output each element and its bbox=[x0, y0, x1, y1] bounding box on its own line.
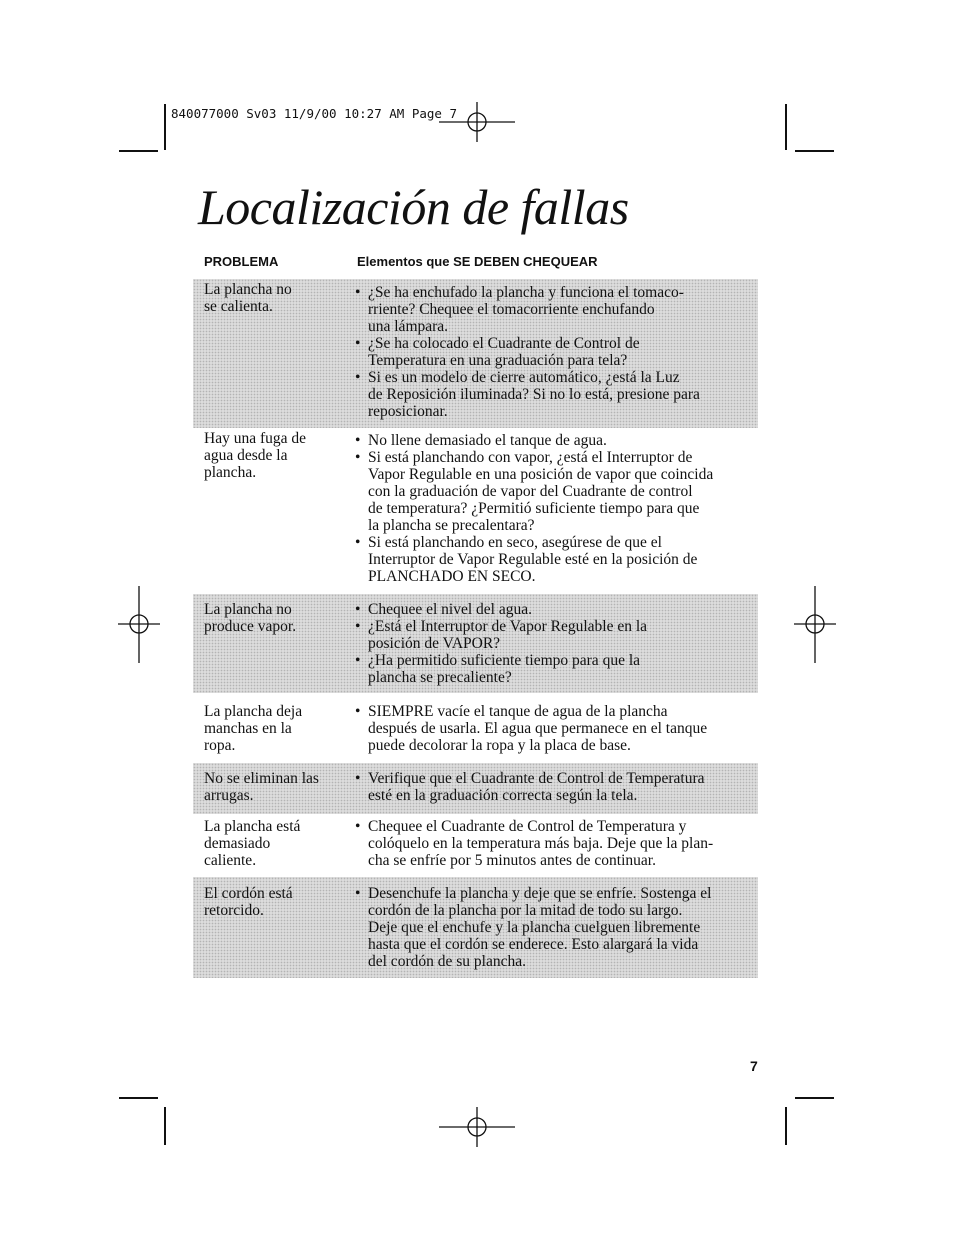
check-text-line: colóquelo en la temperatura más baja. Deje que la plan- bbox=[368, 835, 714, 852]
table-row bbox=[193, 279, 758, 428]
problem-cell bbox=[204, 818, 334, 869]
problem-text-line: arrugas. bbox=[204, 787, 254, 804]
problem-cell bbox=[204, 885, 334, 919]
problem-text-line: agua desde la bbox=[204, 447, 288, 464]
check-item bbox=[355, 369, 745, 420]
checks-list bbox=[355, 601, 745, 686]
problem-cell bbox=[204, 430, 334, 481]
checks-list bbox=[355, 818, 745, 869]
check-text-line: con la graduación de vapor del Cuadrante de control bbox=[368, 483, 693, 500]
check-text-line: • SIEMPRE vacíe el tanque de agua de la plancha bbox=[368, 703, 668, 720]
check-item bbox=[355, 885, 745, 970]
problem-text-line: manchas en la bbox=[204, 720, 292, 737]
check-text-line: • Si está planchando con vapor, ¿está el Interruptor de bbox=[368, 449, 693, 466]
registration-mark-bottom bbox=[439, 1106, 517, 1148]
check-text-line: • Chequee el Cuadrante de Control de Temperatura y bbox=[368, 818, 687, 835]
check-text-line: rriente? Chequee el tomacorriente enchufando bbox=[368, 301, 655, 318]
check-item bbox=[355, 449, 745, 534]
table-row bbox=[193, 817, 758, 873]
table-row bbox=[193, 594, 758, 693]
problem-text-line: Hay una fuga de bbox=[204, 430, 306, 447]
problem-cell bbox=[204, 770, 334, 804]
print-header: 840077000 Sv03 11/9/00 10:27 AM Page 7 bbox=[171, 106, 457, 121]
check-text-line: • Desenchufe la plancha y deje que se enfríe. Sostenga el bbox=[368, 885, 712, 902]
problem-text-line: La plancha deja bbox=[204, 703, 303, 720]
check-text-line: • ¿Se ha enchufado la plancha y funciona el tomaco- bbox=[368, 284, 684, 301]
column-heading-checks: Elementos que SE DEBEN CHEQUEAR bbox=[357, 254, 598, 269]
checks-list bbox=[355, 703, 745, 754]
checks-list bbox=[355, 885, 745, 970]
check-text-line: PLANCHADO EN SECO. bbox=[368, 568, 536, 585]
page-number: 7 bbox=[750, 1058, 758, 1074]
problem-text-line: caliente. bbox=[204, 852, 257, 869]
check-text-line: • ¿Se ha colocado el Cuadrante de Control de bbox=[368, 335, 640, 352]
check-text-line: Vapor Regulable en una posición de vapor que coincida bbox=[368, 466, 714, 483]
check-text-line: • ¿Ha permitido suficiente tiempo para que la bbox=[368, 652, 641, 669]
problem-text-line: El cordón está bbox=[204, 885, 293, 902]
check-text-line: • ¿Está el Interruptor de Vapor Regulable en la bbox=[368, 618, 648, 635]
check-item bbox=[355, 618, 745, 652]
table-row bbox=[193, 702, 758, 758]
check-text-line: • Chequee el nivel del agua. bbox=[368, 601, 532, 618]
check-text-line: del cordón de su plancha. bbox=[368, 953, 526, 970]
registration-mark-right bbox=[793, 586, 837, 664]
check-text-line: cordón de la plancha por la mitad de todo su largo. bbox=[368, 902, 683, 919]
problem-text-line: La plancha está bbox=[204, 818, 301, 835]
check-text-line: puede decolorar la ropa y la placa de base. bbox=[368, 737, 631, 754]
registration-mark-left bbox=[117, 586, 161, 664]
problem-text-line: No se eliminan las bbox=[204, 770, 319, 787]
check-text-line: posición de VAPOR? bbox=[368, 635, 501, 652]
check-item bbox=[355, 284, 745, 335]
crop-mark-top-right-vertical bbox=[785, 104, 787, 150]
check-item bbox=[355, 432, 745, 449]
crop-mark-bottom-left-vertical bbox=[164, 1107, 166, 1145]
checks-list bbox=[355, 284, 745, 420]
check-item bbox=[355, 818, 745, 869]
check-item bbox=[355, 652, 745, 686]
check-text-line: Temperatura en una graduación para tela? bbox=[368, 352, 628, 369]
table-row bbox=[193, 430, 758, 590]
problem-text-line: retorcido. bbox=[204, 902, 264, 919]
check-text-line: Deje que el enchufe y la plancha cuelguen libremente bbox=[368, 919, 701, 936]
crop-mark-bottom-right-horizontal bbox=[795, 1097, 834, 1099]
check-item bbox=[355, 770, 745, 804]
check-text-line: • Si es un modelo de cierre automático, ¿está la Luz bbox=[368, 369, 680, 386]
crop-mark-bottom-left-horizontal bbox=[119, 1097, 158, 1099]
checks-list bbox=[355, 770, 745, 804]
check-text-line: después de usarla. El agua que permanece en el tanque bbox=[368, 720, 708, 737]
check-text-line: de Reposición iluminada? Si no lo está, presione para bbox=[368, 386, 700, 403]
check-text-line: plancha se precaliente? bbox=[368, 669, 512, 686]
table-row bbox=[193, 877, 758, 978]
problem-text-line: ropa. bbox=[204, 737, 236, 754]
problem-text-line: La plancha no bbox=[204, 281, 292, 298]
check-item bbox=[355, 601, 745, 618]
check-item bbox=[355, 335, 745, 369]
check-text-line: • Si está planchando en seco, asegúrese de que el bbox=[368, 534, 662, 551]
checks-list bbox=[355, 432, 745, 585]
problem-text-line: La plancha no bbox=[204, 601, 292, 618]
check-text-line: • No llene demasiado el tanque de agua. bbox=[368, 432, 607, 449]
check-text-line: una lámpara. bbox=[368, 318, 449, 335]
check-text-line: la plancha se precalentara? bbox=[368, 517, 535, 534]
check-text-line: Interruptor de Vapor Regulable esté en la posición de bbox=[368, 551, 698, 568]
column-heading-problem: PROBLEMA bbox=[204, 254, 279, 269]
check-text-line: de temperatura? ¿Permitió suficiente tiempo para que bbox=[368, 500, 700, 517]
problem-text-line: se calienta. bbox=[204, 298, 273, 315]
crop-mark-top-left-vertical bbox=[164, 104, 166, 150]
check-text-line: cha se enfríe por 5 minutos antes de continuar. bbox=[368, 852, 656, 869]
crop-mark-bottom-right-vertical bbox=[785, 1107, 787, 1145]
registration-mark-top bbox=[439, 101, 517, 143]
problem-cell bbox=[204, 703, 334, 754]
crop-mark-top-right-horizontal bbox=[795, 150, 834, 152]
problem-text-line: produce vapor. bbox=[204, 618, 297, 635]
page-title: Localización de fallas bbox=[198, 179, 629, 235]
problem-text-line: demasiado bbox=[204, 835, 271, 852]
crop-mark-top-left-horizontal bbox=[119, 150, 158, 152]
problem-text-line: plancha. bbox=[204, 464, 257, 481]
check-text-line: • Verifique que el Cuadrante de Control de Temperatura bbox=[368, 770, 705, 787]
check-text-line: hasta que el cordón se enderece. Esto alargará la vida bbox=[368, 936, 699, 953]
table-row bbox=[193, 763, 758, 814]
check-text-line: esté en la graduación correcta según la tela. bbox=[368, 787, 638, 804]
check-item bbox=[355, 703, 745, 754]
check-text-line: reposicionar. bbox=[368, 403, 448, 420]
check-item bbox=[355, 534, 745, 585]
problem-cell bbox=[204, 281, 334, 315]
problem-cell bbox=[204, 601, 334, 635]
